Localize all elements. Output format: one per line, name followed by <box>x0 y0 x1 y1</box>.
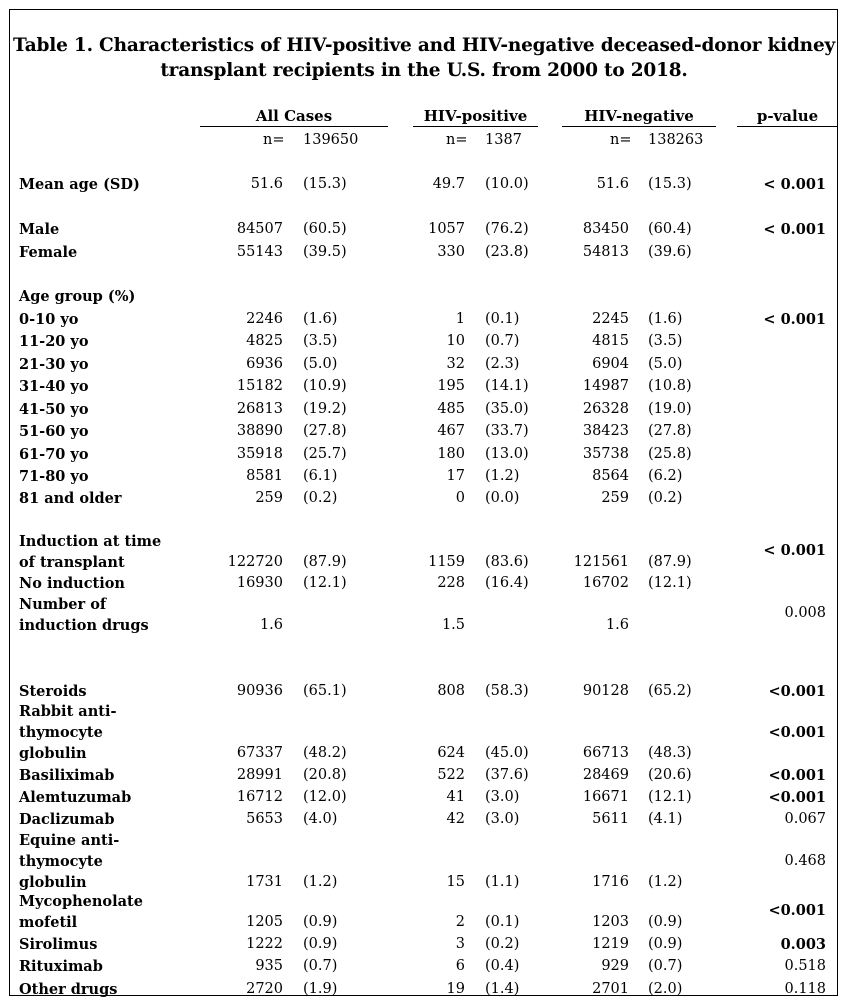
cell-count-neg: 35738 <box>582 446 629 462</box>
cell-count-all: 35918 <box>236 446 283 462</box>
row-label: 41-50 yo <box>19 401 89 418</box>
cell-percent-neg: (12.1) <box>648 789 692 805</box>
cell-count-neg: 83450 <box>582 221 629 237</box>
cell-count-neg: 90128 <box>582 683 629 699</box>
cell-percent-neg: (0.9) <box>648 936 683 952</box>
cell-percent-all: (27.8) <box>303 423 347 439</box>
cell-percent-neg: (3.5) <box>648 333 683 349</box>
cell-percent-all: (20.8) <box>303 767 347 783</box>
cell-p-value: <0.001 <box>768 683 826 700</box>
cell-percent-all: (12.0) <box>303 789 347 805</box>
cell-count-neg: 259 <box>601 490 629 506</box>
row-label: Steroids <box>19 683 87 700</box>
cell-percent-neg: (0.2) <box>648 490 683 506</box>
cell-percent-pos: (16.4) <box>485 575 529 591</box>
cell-count-neg: 2701 <box>592 981 629 997</box>
cell-percent-pos: (33.7) <box>485 423 529 439</box>
cell-count-pos: 195 <box>437 378 465 394</box>
cell-percent-neg: (65.2) <box>648 683 692 699</box>
cell-count-pos: 808 <box>437 683 465 699</box>
n-value-all: 139650 <box>303 132 359 148</box>
cell-percent-pos: (0.1) <box>485 914 520 930</box>
row-label: thymocyte <box>19 724 103 741</box>
cell-count-pos: 32 <box>446 356 465 372</box>
cell-percent-all: (1.6) <box>303 311 338 327</box>
cell-count-all: 5653 <box>246 811 283 827</box>
cell-count-all: 51.6 <box>250 176 283 192</box>
cell-percent-pos: (1.1) <box>485 874 520 890</box>
cell-count-all: 2720 <box>246 981 283 997</box>
cell-percent-all: (60.5) <box>303 221 347 237</box>
cell-count-all: 6936 <box>246 356 283 372</box>
cell-percent-all: (4.0) <box>303 811 338 827</box>
cell-percent-all: (48.2) <box>303 745 347 761</box>
cell-count-neg: 1.6 <box>605 617 629 633</box>
n-value-pos: 1387 <box>485 132 522 148</box>
cell-count-pos: 6 <box>455 958 465 974</box>
cell-count-neg: 121561 <box>573 554 629 570</box>
cell-percent-neg: (1.2) <box>648 874 683 890</box>
cell-p-value: 0.003 <box>780 936 826 953</box>
cell-count-all: 935 <box>255 958 283 974</box>
cell-percent-neg: (15.3) <box>648 176 692 192</box>
cell-percent-pos: (37.6) <box>485 767 529 783</box>
cell-count-all: 2246 <box>246 311 283 327</box>
cell-percent-all: (87.9) <box>303 554 347 570</box>
cell-count-all: 26813 <box>236 401 283 417</box>
cell-count-pos: 228 <box>437 575 465 591</box>
cell-count-all: 15182 <box>236 378 283 394</box>
cell-percent-all: (0.2) <box>303 490 338 506</box>
cell-count-pos: 19 <box>446 981 465 997</box>
cell-count-pos: 2 <box>455 914 465 930</box>
cell-count-all: 1.6 <box>259 617 283 633</box>
cell-percent-pos: (3.0) <box>485 789 520 805</box>
row-label: No induction <box>19 575 125 592</box>
row-label: 71-80 yo <box>19 468 89 485</box>
cell-p-value: < 0.001 <box>763 221 826 238</box>
cell-count-all: 1205 <box>246 914 283 930</box>
cell-percent-neg: (2.0) <box>648 981 683 997</box>
cell-percent-pos: (2.3) <box>485 356 520 372</box>
cell-count-pos: 41 <box>446 789 465 805</box>
cell-count-pos: 15 <box>446 874 465 890</box>
cell-percent-all: (1.9) <box>303 981 338 997</box>
cell-count-pos: 3 <box>455 936 465 952</box>
cell-percent-neg: (25.8) <box>648 446 692 462</box>
row-label: mofetil <box>19 914 78 931</box>
cell-count-pos: 485 <box>437 401 465 417</box>
cell-percent-pos: (10.0) <box>485 176 529 192</box>
cell-count-all: 1222 <box>246 936 283 952</box>
cell-count-all: 122720 <box>227 554 283 570</box>
cell-percent-pos: (0.7) <box>485 333 520 349</box>
cell-count-pos: 1159 <box>428 554 465 570</box>
cell-p-value: 0.468 <box>784 853 826 869</box>
cell-p-value: <0.001 <box>768 724 826 741</box>
cell-count-pos: 0 <box>455 490 465 506</box>
cell-percent-all: (19.2) <box>303 401 347 417</box>
cell-count-neg: 2245 <box>592 311 629 327</box>
cell-count-neg: 8564 <box>592 468 629 484</box>
cell-count-neg: 16702 <box>582 575 629 591</box>
row-label: 61-70 yo <box>19 446 89 463</box>
cell-p-value: < 0.001 <box>763 176 826 193</box>
cell-count-pos: 17 <box>446 468 465 484</box>
cell-count-neg: 14987 <box>582 378 629 394</box>
row-label: 81 and older <box>19 490 122 507</box>
cell-count-all: 1731 <box>246 874 283 890</box>
cell-percent-all: (5.0) <box>303 356 338 372</box>
cell-percent-neg: (20.6) <box>648 767 692 783</box>
cell-percent-neg: (1.6) <box>648 311 683 327</box>
n-label-neg: n= <box>610 132 632 148</box>
row-label: Induction at time <box>19 533 162 550</box>
cell-percent-neg: (5.0) <box>648 356 683 372</box>
cell-percent-pos: (13.0) <box>485 446 529 462</box>
row-label: Other drugs <box>19 981 118 998</box>
row-label: induction drugs <box>19 617 149 634</box>
cell-percent-all: (0.9) <box>303 914 338 930</box>
cell-percent-all: (39.5) <box>303 244 347 260</box>
row-label: Age group (%) <box>19 288 136 305</box>
cell-count-neg: 929 <box>601 958 629 974</box>
table-title <box>10 33 838 83</box>
cell-p-value: <0.001 <box>768 902 826 919</box>
cell-count-pos: 1 <box>455 311 465 327</box>
cell-percent-pos: (14.1) <box>485 378 529 394</box>
row-label: Number of <box>19 596 107 613</box>
cell-count-neg: 5611 <box>592 811 629 827</box>
cell-count-pos: 10 <box>446 333 465 349</box>
row-label: 31-40 yo <box>19 378 89 395</box>
row-label: of transplant <box>19 554 125 571</box>
cell-p-value: <0.001 <box>768 789 826 806</box>
cell-count-all: 16712 <box>236 789 283 805</box>
cell-percent-neg: (87.9) <box>648 554 692 570</box>
header-hiv-positive: HIV-positive <box>423 107 528 125</box>
row-label: Daclizumab <box>19 811 115 828</box>
cell-count-pos: 624 <box>437 745 465 761</box>
cell-count-neg: 51.6 <box>596 176 629 192</box>
cell-percent-neg: (48.3) <box>648 745 692 761</box>
cell-percent-neg: (4.1) <box>648 811 683 827</box>
header-hiv-negative: HIV-negative <box>584 107 694 125</box>
cell-count-neg: 66713 <box>582 745 629 761</box>
cell-percent-all: (0.7) <box>303 958 338 974</box>
cell-p-value: 0.008 <box>784 605 826 621</box>
cell-percent-all: (6.1) <box>303 468 338 484</box>
title-line-2: transplant recipients in the U.S. from 2000 to 2018. <box>160 60 688 81</box>
cell-count-all: 67337 <box>236 745 283 761</box>
cell-count-all: 84507 <box>236 221 283 237</box>
n-label-pos: n= <box>446 132 468 148</box>
cell-percent-pos: (83.6) <box>485 554 529 570</box>
cell-percent-neg: (27.8) <box>648 423 692 439</box>
cell-percent-pos: (0.1) <box>485 311 520 327</box>
cell-percent-neg: (0.7) <box>648 958 683 974</box>
cell-p-value: <0.001 <box>768 767 826 784</box>
cell-p-value: 0.518 <box>784 958 826 974</box>
cell-percent-neg: (60.4) <box>648 221 692 237</box>
row-label: Basiliximab <box>19 767 115 784</box>
row-label: 11-20 yo <box>19 333 89 350</box>
cell-percent-neg: (12.1) <box>648 575 692 591</box>
row-label: Rabbit anti- <box>19 703 117 720</box>
cell-count-pos: 330 <box>437 244 465 260</box>
cell-count-neg: 26328 <box>582 401 629 417</box>
row-label: Sirolimus <box>19 936 98 953</box>
header-rule-neg <box>562 126 716 127</box>
cell-p-value: 0.118 <box>784 981 826 997</box>
row-label: Female <box>19 244 78 261</box>
cell-percent-neg: (19.0) <box>648 401 692 417</box>
row-label: Equine anti- <box>19 832 120 849</box>
cell-count-all: 38890 <box>236 423 283 439</box>
cell-count-all: 259 <box>255 490 283 506</box>
cell-percent-all: (65.1) <box>303 683 347 699</box>
cell-percent-all: (3.5) <box>303 333 338 349</box>
title-line-1: Table 1. Characteristics of HIV-positive and HIV-negative deceased-donor kidney <box>12 35 836 56</box>
row-label: 21-30 yo <box>19 356 89 373</box>
cell-count-all: 28991 <box>236 767 283 783</box>
cell-count-pos: 49.7 <box>432 176 465 192</box>
cell-count-neg: 28469 <box>582 767 629 783</box>
row-label: Mycophenolate <box>19 893 143 910</box>
cell-count-pos: 1057 <box>428 221 465 237</box>
row-label: globulin <box>19 874 87 891</box>
cell-percent-pos: (76.2) <box>485 221 529 237</box>
row-label: Male <box>19 221 60 238</box>
cell-count-all: 4825 <box>246 333 283 349</box>
row-label: 0-10 yo <box>19 311 79 328</box>
cell-count-all: 8581 <box>246 468 283 484</box>
cell-count-pos: 180 <box>437 446 465 462</box>
cell-percent-all: (25.7) <box>303 446 347 462</box>
cell-count-neg: 38423 <box>582 423 629 439</box>
cell-percent-pos: (1.2) <box>485 468 520 484</box>
n-label-all: n= <box>263 132 285 148</box>
cell-percent-pos: (0.0) <box>485 490 520 506</box>
cell-percent-pos: (1.4) <box>485 981 520 997</box>
cell-count-all: 90936 <box>236 683 283 699</box>
cell-count-pos: 1.5 <box>441 617 465 633</box>
cell-count-pos: 42 <box>446 811 465 827</box>
cell-p-value: < 0.001 <box>763 542 826 559</box>
n-value-neg: 138263 <box>648 132 704 148</box>
cell-percent-pos: (23.8) <box>485 244 529 260</box>
cell-count-neg: 1716 <box>592 874 629 890</box>
cell-percent-all: (1.2) <box>303 874 338 890</box>
cell-percent-pos: (0.4) <box>485 958 520 974</box>
row-label: 51-60 yo <box>19 423 89 440</box>
row-label: Alemtuzumab <box>19 789 132 806</box>
cell-percent-pos: (45.0) <box>485 745 529 761</box>
cell-count-neg: 6904 <box>592 356 629 372</box>
row-label: thymocyte <box>19 853 103 870</box>
cell-percent-all: (10.9) <box>303 378 347 394</box>
cell-percent-pos: (0.2) <box>485 936 520 952</box>
cell-count-neg: 1219 <box>592 936 629 952</box>
header-rule-pos <box>413 126 538 127</box>
cell-percent-all: (0.9) <box>303 936 338 952</box>
row-label: globulin <box>19 745 87 762</box>
cell-percent-neg: (10.8) <box>648 378 692 394</box>
cell-p-value: 0.067 <box>784 811 826 827</box>
cell-percent-neg: (39.6) <box>648 244 692 260</box>
cell-percent-pos: (35.0) <box>485 401 529 417</box>
cell-percent-pos: (3.0) <box>485 811 520 827</box>
cell-count-pos: 467 <box>437 423 465 439</box>
header-all-cases: All Cases <box>255 107 333 125</box>
cell-percent-all: (12.1) <box>303 575 347 591</box>
cell-percent-all: (15.3) <box>303 176 347 192</box>
cell-count-neg: 16671 <box>582 789 629 805</box>
cell-count-pos: 522 <box>437 767 465 783</box>
row-label: Mean age (SD) <box>19 176 140 193</box>
cell-percent-neg: (0.9) <box>648 914 683 930</box>
cell-count-neg: 1203 <box>592 914 629 930</box>
row-label: Rituximab <box>19 958 103 975</box>
header-rule-p <box>737 126 838 127</box>
header-rule-all <box>200 126 388 127</box>
cell-p-value: < 0.001 <box>763 311 826 328</box>
cell-count-neg: 54813 <box>582 244 629 260</box>
header-p-value: p-value <box>756 107 819 125</box>
cell-percent-neg: (6.2) <box>648 468 683 484</box>
cell-count-all: 55143 <box>236 244 283 260</box>
cell-count-neg: 4815 <box>592 333 629 349</box>
cell-count-all: 16930 <box>236 575 283 591</box>
cell-percent-pos: (58.3) <box>485 683 529 699</box>
